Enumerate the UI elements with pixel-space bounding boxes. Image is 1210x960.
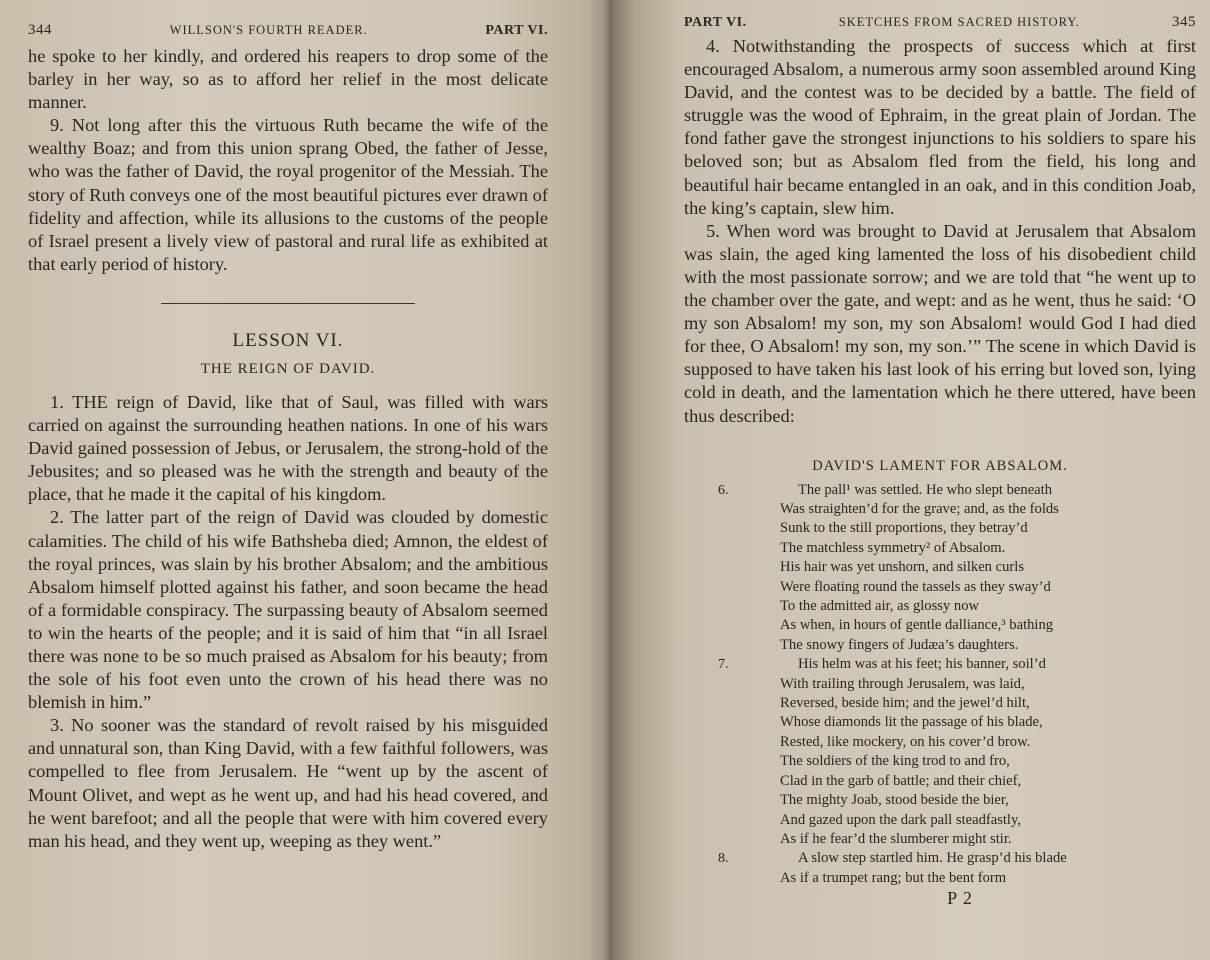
verse-line: The soldiers of the king trod to and fro, [780,753,1010,770]
stanza-number: 7. [718,657,729,673]
poem-title: DAVID'S LAMENT FOR ABSALOM. [812,457,1068,474]
verse-line: The mighty Joab, stood beside the bier, [780,792,1009,809]
paragraph-5: 5. When word was brought to David at Jerusalem that Absalom was slain, the aged king lamented the loss of his disobedient child with the most passionate sorrow; and we are told that “he went up to the chamber over the gate, and wept: and as he went, thus he said: ‘O my son Absalom! my son, my son Absalom! would God I had died for thee, O Absalom! my son, my son.’” The scene in which David is supposed to have taken his last look of his erring but loved son, lying cold in death, and the lamentation which he there uttered, have been thus described: [684,220,1196,426]
poem-stanza [718,849,1196,888]
verse-line: Were floating round the tassels as they sway’d [780,578,1051,595]
verse-line: Sunk to the still proportions, they betray’d [780,520,1028,537]
paragraph-2: 2. The latter part of the reign of David was clouded by domestic calamities. The child of his wife Bathsheba died; Amnon, the eldest of the royal princes, was slain by his brother Absalom; and the ambitious Absalom himself plotted against his father, and soon became the head of a formidable conspiracy. The surpassing beauty of Absalom seemed to win the hearts of the people; and it is said of him that “in all Israel there was none to be so much praised as Absalom for his beauty; from the sole of his foot even unto the crown of his head there was no blemish in him.” [28,507,548,713]
verse-line: His helm was at his feet; his banner, soil’d [798,656,1046,673]
right-running-title: SKETCHES FROM SACRED HISTORY. [838,15,1080,29]
stanza-number: 8. [718,851,729,867]
left-running-title: WILLSON'S FOURTH READER. [169,23,368,37]
verse-line: As if he fear’d the slumberer might stir. [780,830,1012,847]
verse-line: Reversed, beside him; and the jewel’d hilt, [780,695,1030,712]
verse-line: Whose diamonds lit the passage of his blade, [780,714,1043,731]
verse-line: As if a trumpet rang; but the bent form [780,869,1007,886]
verse-line: The matchless symmetry² of Absalom. [780,539,1006,556]
verse-line: And gazed upon the dark pall steadfastly, [780,811,1021,828]
signature-mark: P 2 [947,888,973,909]
paragraph-4: 4. Notwithstanding the prospects of success which at first encouraged Absalom, a numerous army soon assembled around King David, and the contest was to be decided by a battle. The field of struggle was the wood of Ephraim, in the great plain of Jordan. The fond father gave the strongest injunctions to his soldiers to spare his beloved son; but as Absalom fled from the field, his long and beautiful hair became entangled in an oak, and in this condition Joab, the king’s captain, slew him. [684,36,1196,218]
verse-line: The pall¹ was settled. He who slept beneath [798,481,1053,498]
left-page-number: 344 [28,22,52,38]
poem-stanza [718,655,1196,849]
right-page-number: 345 [1171,14,1196,30]
left-part-label: PART VI. [485,23,548,38]
verse-line: Clad in the garb of battle; and their chief, [780,772,1022,789]
verse-line: His hair was yet unshorn, and silken curls [780,559,1024,576]
section-divider [161,303,415,304]
verse-line: A slow step startled him. He grasp’d his blade [798,850,1067,867]
verse-line: The snowy fingers of Judæa’s daughters. [780,636,1019,653]
poem-stanza [718,481,1196,656]
verse-line: Was straighten’d for the grave; and, as the folds [780,501,1059,517]
verse-line: To the admitted air, as glossy now [780,598,980,615]
stanza-number: 6. [718,482,729,498]
lesson-title: LESSON VI. [232,329,344,351]
lesson-subtitle: THE REIGN OF DAVID. [200,360,376,377]
paragraph-3: 3. No sooner was the standard of revolt raised by his misguided and unnatural son, than King David, with a few faithful followers, was compelled to flee from Jerusalem. He “went up by the ascent of Mount Olivet, and wept as he went up, and had his head covered, and he went barefoot; and all the people that were with him covered every man his head, and they went up, weeping as they went.” [28,715,548,851]
verse-line: Rested, like mockery, on his cover’d brow. [780,733,1031,750]
right-running-head [684,14,1196,31]
verse-line: With trailing through Jerusalem, was laid, [780,675,1025,692]
paragraph-9: 9. Not long after this the virtuous Ruth became the wife of the wealthy Boaz; and from this union sprang Obed, the father of Jesse, who was the father of David, the royal progenitor of the Messiah. The story of Ruth conveys one of the most beautiful pictures ever drawn of fidelity and affection, while its allusions to the customs of the people of Israel present a lively view of pastoral and rural life as exhibited at that early period of history. [28,115,548,274]
paragraph-1: 1. THE reign of David, like that of Saul, was filled with wars carried on against the surrounding heathen nations. In one of his wars David gained possession of Jebus, or Jerusalem, the strong-hold of the Jebusites; and so pleased was he with the strength and beauty of the place, that he made it the capital of his kingdom. [28,391,548,505]
right-part-label: PART VI. [684,15,747,30]
left-running-head [28,22,548,39]
paragraph-continued: he spoke to her kindly, and ordered his reapers to drop some of the barley in her way, so as to afford her relief in the most delicate manner. [28,46,548,113]
right-page [612,0,1210,960]
verse-line: As when, in hours of gentle dalliance,³ bathing [780,617,1054,634]
poem-body [684,481,1196,889]
